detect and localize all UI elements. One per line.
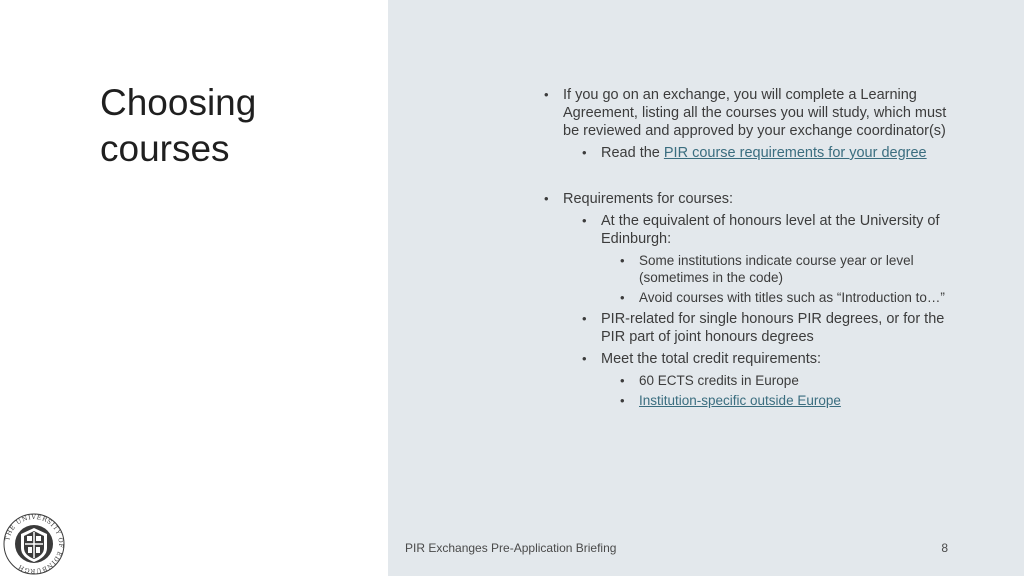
page-number: 8 <box>941 541 948 555</box>
institution-specific-link[interactable]: Institution-specific outside Europe <box>639 393 841 408</box>
sub-bullet-credit-requirements <box>578 350 950 409</box>
sub-sub-bullet-outside-europe <box>616 392 950 409</box>
pir-course-requirements-link[interactable]: PIR course requirements for your degree <box>663 145 927 161</box>
sub-sub-bullet-text: Some institutions indicate course year or level (sometimes in the code) <box>639 253 914 285</box>
bullet-requirements <box>540 190 950 409</box>
slide-title: Choosing courses <box>100 82 257 169</box>
bullet-marker: • <box>582 311 587 326</box>
bullet-marker: • <box>620 253 625 268</box>
sub-sub-bullet-avoid-intro <box>616 289 950 306</box>
sub-bullet-text: PIR-related for single honours PIR degrees, or for the PIR part of joint honours degrees <box>601 311 945 345</box>
sub-sub-bullet-ects <box>616 372 950 389</box>
sub-bullet-text: Meet the total credit requirements: <box>601 351 822 367</box>
bullet-list <box>540 86 950 409</box>
university-crest-logo <box>2 512 66 576</box>
sub-bullet-honours-level <box>578 212 950 306</box>
sub-sub-bullet-course-year <box>616 252 950 286</box>
sub-sub-bullet-text: 60 ECTS credits in Europe <box>639 373 799 388</box>
footer-text: PIR Exchanges Pre-Application Briefing <box>405 541 617 555</box>
bullet-learning-agreement <box>540 86 950 162</box>
bullet-marker: • <box>582 351 587 366</box>
sub-bullet-text: At the equivalent of honours level at the University of Edinburgh: <box>601 213 940 247</box>
bullet-text: Requirements for courses: <box>563 191 734 207</box>
bullet-marker: • <box>620 393 625 408</box>
bullet-text: If you go on an exchange, you will complete a Learning Agreement, listing all the courses you will study, which must be reviewed and approved by your exchange coordinator(s) <box>563 87 947 139</box>
bullet-marker: • <box>582 145 587 160</box>
sub-sub-bullet-text: Avoid courses with titles such as “Introduction to…” <box>639 290 945 305</box>
sub-bullet-read-requirements <box>578 144 950 162</box>
bullet-marker: • <box>620 373 625 388</box>
crest-ring-text: THE UNIVERSITY OF EDINBURGH <box>4 513 65 575</box>
sub-bullet-prefix: Read the <box>601 145 664 161</box>
bullet-marker: • <box>544 191 549 206</box>
sub-bullet-pir-related <box>578 310 950 346</box>
bullet-marker: • <box>582 213 587 228</box>
bullet-marker: • <box>544 87 549 102</box>
bullet-marker: • <box>620 290 625 305</box>
spacer <box>540 162 950 190</box>
